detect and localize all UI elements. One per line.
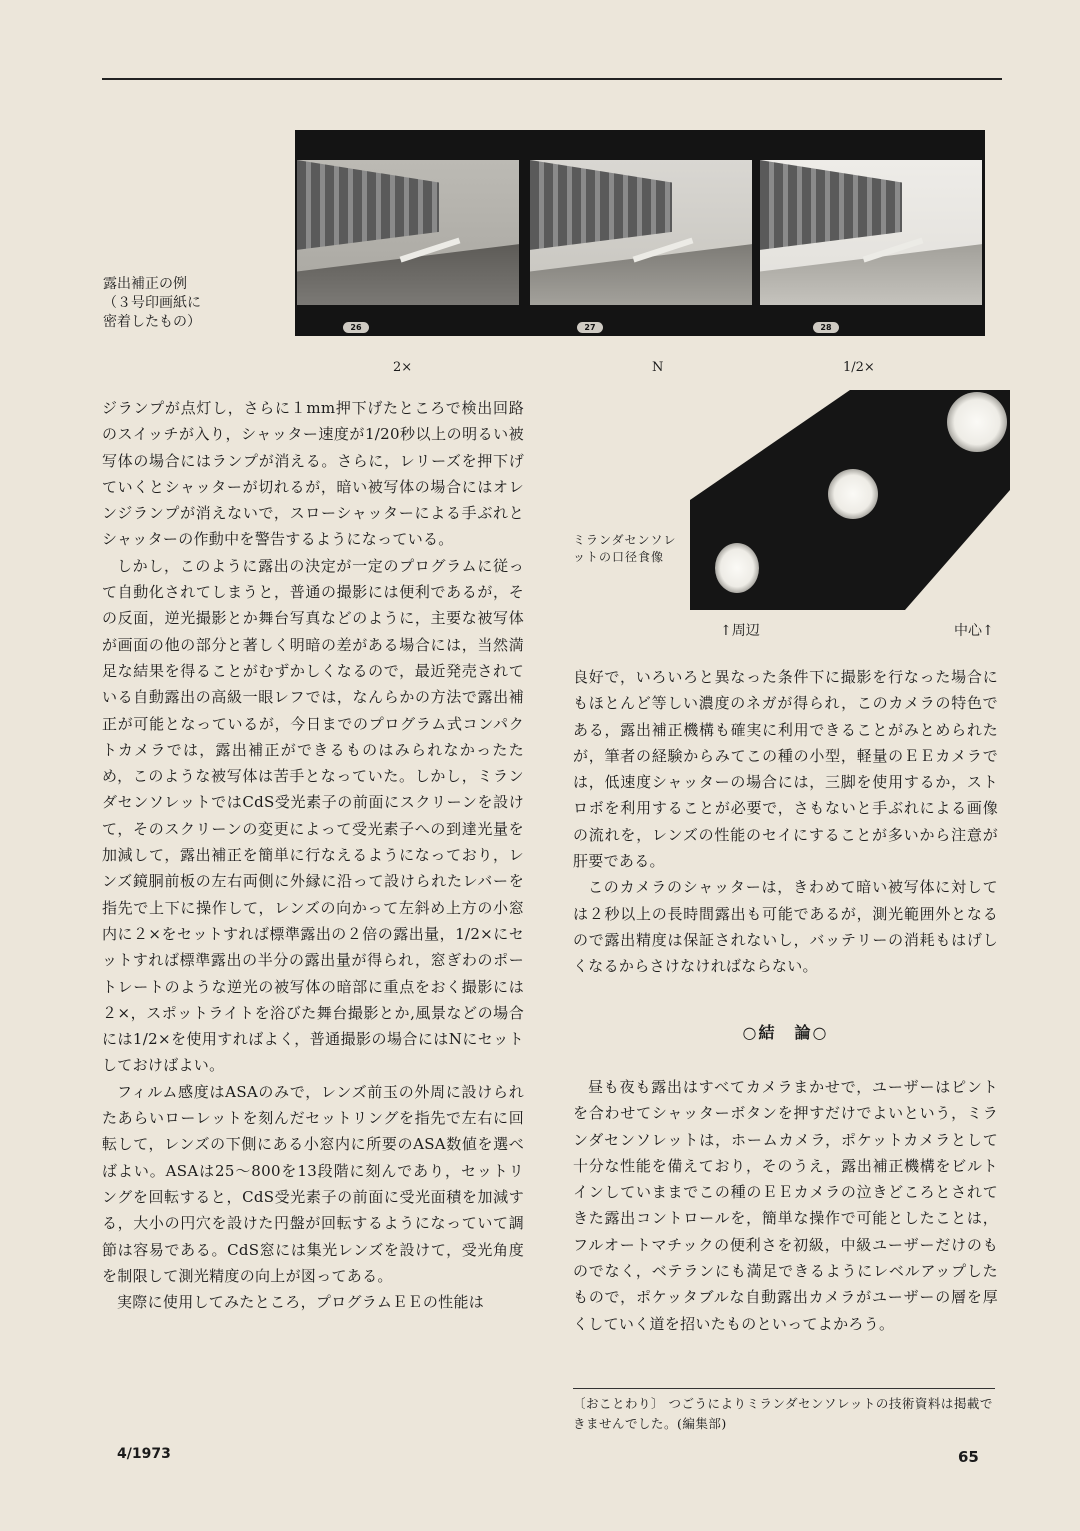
- exposure-label-half: 1/2×: [843, 360, 875, 375]
- vignetting-photo: [690, 390, 1010, 610]
- paragraph: しかし，このように露出の決定が一定のプログラムに従って自動化されてしまうと，普通の撮影には便利であるが，その反面，逆光撮影とか舞台写真などのように，主要な被写体が画面の他の部分と著しく明暗の差がある場合には，当然満足な結果を得ることがむずかしくなるので，最近発売されている自動露出の高級一眼レフでは，なんらかの方法で露出補正が可能となっているが，今日までのプログラム式コンパクトカメラでは，露出補正ができるものはみられなかったため，このような被写体は苦手となっていた。しかし，ミランダセンソレットではCdS受光素子の前面にスクリーンを設けて，そのスクリーンの変更によって受光素子への到達光量を加減して，露出補正を簡単に行なえるようになっており，レンズ鏡胴前板の左右両側に外縁に沿って設けられたレバーを指先で上下に操作して，レンズの向かって左斜め上方の小窓内に２×をセットすれば標準露出の２倍の露出量，1/2×にセットすれば標準露出の半分の露出量が得られ，窓ぎわのポートレートのような逆光の被写体の暗部に重点をおく撮影には２×，スポットライトを浴びた舞台撮影とか,風景などの場合には1/2×を使用すればよく，普通撮影の場合にはNにセットしておけばよい。: [102, 556, 524, 1075]
- film-strip-photo: [295, 130, 985, 336]
- frame-number: 28: [813, 322, 839, 333]
- figure2-caption: ミランダセンソレットの口径食像: [573, 533, 677, 564]
- page-number: 65: [958, 1448, 979, 1466]
- frame-number: 26: [343, 322, 369, 333]
- film-frame-n: [530, 160, 752, 305]
- paragraph: 実際に使用してみたところ，プログラムＥＥの性能は: [117, 1293, 485, 1312]
- note-rule: [573, 1388, 995, 1389]
- right-column-text: [573, 664, 998, 980]
- conclusion-text: [573, 1074, 998, 1337]
- paragraph: フィルム感度はASAのみで，レンズ前玉の外周に設けられたあらいローレットを刻んだセットリングを指先で左右に回転して，レンズの下側にある小窓内に所要のASA数値を選べばよい。ASAは25〜800を13段階に刻んであり，セットリングを回転すると，CdS受光素子の前面に受光面積を加減する，大小の円穴を設けた円盤が回転するようになっていて調節は容易である。CdS窓には集光レンズを設けて，受光角度を制限して測光精度の向上が図ってある。: [102, 1082, 524, 1285]
- film-frame-2x: [297, 160, 519, 305]
- paragraph: ジランプが点灯し，さらに１mm押下げたところで検出回路のスイッチが入り，シャッター速度が1/20秒以上の明るい被写体の場合にはランプが消える。さらに，レリーズを押下げていくとシャッターが切れるが，暗い被写体の場合にはオレンジランプが消えないで，スローシャッターによる手ぶれとシャッターの作動中を警告するようになっている。: [102, 399, 524, 549]
- top-rule: [102, 78, 1002, 80]
- paragraph: 昼も夜も露出はすべてカメラまかせで，ユーザーはピントを合わせてシャッターボタンを押すだけでよいという，ミランダセンソレットは，ホームカメラ，ポケットカメラとして十分な性能を備えており，そのうえ，露出補正機構をビルトインしていままでこの種のＥＥカメラの泣きどころとされてきた露出コントロールを，簡単な操作で可能としたことは，フルオートマチックの便利さを初級，中級ユーザーだけのものでなく，ベテランにも満足できるようにレベルアップしたもので，ポケッタブルな自動露出カメラがユーザーの層を厚くしていく道を招いたものといってよかろう。: [573, 1078, 998, 1333]
- frame-number: 27: [577, 322, 603, 333]
- exposure-label-n: N: [652, 360, 664, 375]
- film-frame-half: [760, 160, 982, 305]
- periphery-label: ↑周辺: [720, 623, 760, 639]
- editor-note: 〔おことわり〕 つごうによりミランダセンソレットの技術資料は掲載できませんでした。(編集部): [573, 1396, 993, 1431]
- paragraph: このカメラのシャッターは，きわめて暗い被写体に対しては２秒以上の長時間露出も可能であるが，測光範囲外となるので露出精度は保証されないし，バッテリーの消耗もはげしくなるからさけなければならない。: [573, 878, 998, 976]
- center-label: 中心↑: [954, 623, 994, 639]
- issue-date: 4/1973: [117, 1446, 171, 1462]
- left-column-text: [102, 395, 524, 1315]
- exposure-label-2x: 2×: [393, 360, 413, 375]
- paragraph: 良好で，いろいろと異なった条件下に撮影を行なった場合にもほとんど等しい濃度のネガが得られ，このカメラの特色である，露出補正機構も確実に利用できることがみとめられたが，筆者の経験からみてこの種の小型，軽量のＥＥカメラでは，低速度シャッターの場合には，三脚を使用するか，ストロボを利用することが必要で，さもないと手ぶれによる画像の流れを，レンズの性能のセイにすることが多いから注意が肝要である。: [573, 668, 998, 871]
- figure1-caption: 露出補正の例 （３号印画紙に 密着したもの）: [103, 276, 201, 330]
- conclusion-heading: ○結 論○: [742, 1023, 829, 1042]
